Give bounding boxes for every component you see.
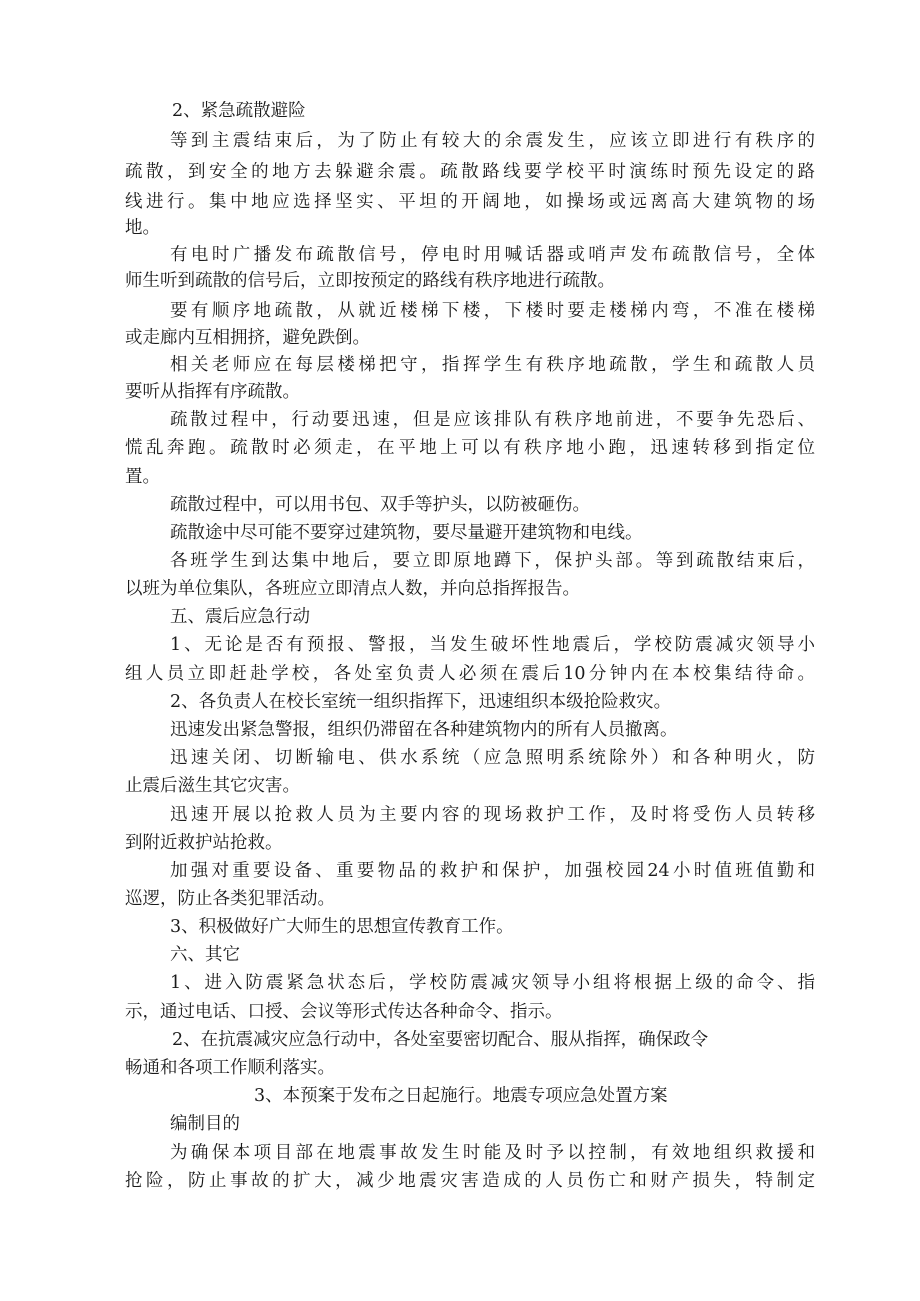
text-line: 或走廊内互相拥挤，避免跌倒。 <box>125 328 370 348</box>
text-line: 有电时广播发布疏散信号，停电时用喊话器或哨声发布疏散信号，全体 <box>170 245 815 265</box>
text-line: 组人员立即赶赴学校，各处室负责人必须在震后10分钟内在本校集结待命。 <box>125 664 815 684</box>
text-line: 师生听到疏散的信号后，立即按预定的路线有秩序地进行疏散。 <box>125 271 615 291</box>
text-line: 各班学生到达集中地后，要立即原地蹲下，保护头部。等到疏散结束后， <box>170 551 815 571</box>
text-line: 以班为单位集队，各班应立即清点人数，并向总指挥报告。 <box>125 579 580 599</box>
text-line: 3、积极做好广大师生的思想宣传教育工作。 <box>170 917 514 937</box>
text-line: 示，通过电话、口授、会议等形式传达各种命令、指示。 <box>125 1002 563 1022</box>
text-line: 止震后滋生其它灾害。 <box>125 776 300 796</box>
section-heading: 五、震后应急行动 <box>170 607 310 627</box>
text-line: 疏散，到安全的地方去躲避余震。疏散路线要学校平时演练时预先设定的路 <box>125 162 815 182</box>
text-line: 2、紧急疏散避险 <box>172 101 306 121</box>
text-line: 疏散途中尽可能不要穿过建筑物，要尽量避开建筑物和电线。 <box>170 523 643 543</box>
text-line: 相关老师应在每层楼梯把守，指挥学生有秩序地疏散，学生和疏散人员 <box>170 355 815 375</box>
text-line: 加强对重要设备、重要物品的救护和保护，加强校园24小时值班值勤和 <box>170 861 815 881</box>
text-line: 为确保本项目部在地震事故发生时能及时予以控制，有效地组织救援和 <box>170 1143 815 1163</box>
text-line: 疏散过程中，可以用书包、双手等护头，以防被砸伤。 <box>170 495 590 515</box>
text-line: 线进行。集中地应选择坚实、平坦的开阔地，如操场或远离高大建筑物的场 <box>125 192 815 212</box>
text-line: 1、进入防震紧急状态后，学校防震减灾领导小组将根据上级的命令、指 <box>170 973 815 993</box>
text-line: 慌乱奔跑。疏散时必须走，在平地上可以有秩序地小跑，迅速转移到指定位 <box>125 438 815 458</box>
text-line: 疏散过程中，行动要迅速，但是应该排队有秩序地前进，不要争先恐后、 <box>170 410 815 430</box>
text-line: 1、无论是否有预报、警报，当发生破坏性地震后，学校防震减灾领导小 <box>170 635 815 655</box>
text-line: 巡逻，防止各类犯罪活动。 <box>125 889 335 909</box>
text-line: 2、在抗震减灾应急行动中，各处室要密切配合、服从指挥，确保政令 <box>172 1030 709 1050</box>
text-line: 2、各负责人在校长室统一组织指挥下，迅速组织本级抢险救灾。 <box>170 692 672 712</box>
text-line: 迅速开展以抢救人员为主要内容的现场救护工作，及时将受伤人员转移 <box>170 805 815 825</box>
section-heading: 六、其它 <box>170 945 240 965</box>
text-line: 要听从指挥有序疏散。 <box>125 382 300 402</box>
text-line: 要有顺序地疏散，从就近楼梯下楼，下楼时要走楼梯内弯，不准在楼梯 <box>170 301 815 321</box>
section-heading: 编制目的 <box>170 1114 240 1134</box>
text-line: 到附近救护站抢救。 <box>125 833 283 853</box>
text-line: 迅速关闭、切断输电、供水系统（应急照明系统除外）和各种明火，防 <box>170 748 815 768</box>
text-line: 置。 <box>125 467 160 487</box>
text-line: 畅通和各项工作顺利落实。 <box>125 1058 335 1078</box>
text-line: 迅速发出紧急警报，组织仍滞留在各种建筑物内的所有人员撤离。 <box>170 720 678 740</box>
text-line: 抢险，防止事故的扩大，减少地震灾害造成的人员伤亡和财产损失，特制定 <box>125 1171 815 1191</box>
text-line: 3、本预案于发布之日起施行。地震专项应急处置方案 <box>254 1086 668 1106</box>
text-line: 等到主震结束后，为了防止有较大的余震发生，应该立即进行有秩序的 <box>170 131 815 151</box>
text-line: 地。 <box>125 218 160 238</box>
